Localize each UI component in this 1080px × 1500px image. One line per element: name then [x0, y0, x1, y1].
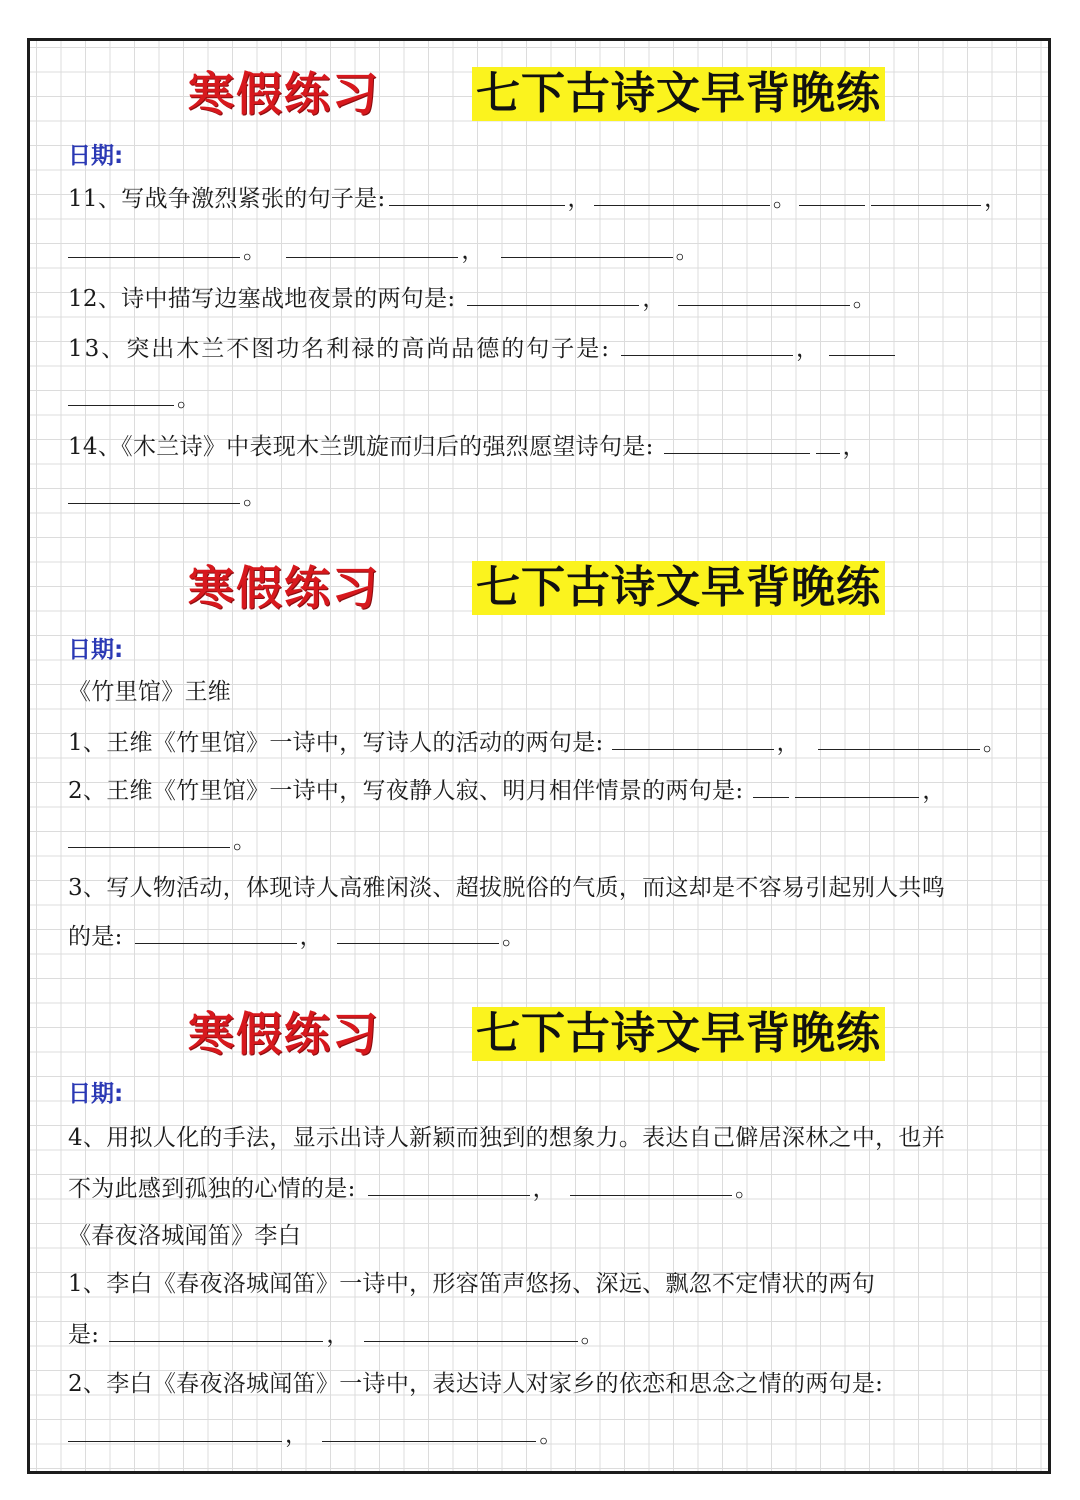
zlg-question-3-line-1 — [68, 873, 1018, 903]
answer-blank[interactable] — [68, 235, 240, 258]
question-14-line-1 — [68, 431, 1018, 462]
cy-question-1-line-1 — [68, 1269, 1018, 1299]
punctuation: 。 — [539, 1422, 563, 1448]
answer-blank[interactable] — [871, 183, 981, 206]
answer-blank[interactable] — [664, 431, 810, 454]
answer-blank[interactable] — [570, 1173, 732, 1196]
answer-blank[interactable] — [68, 383, 174, 406]
cy-question-1-text: 1、李白《春夜洛城闻笛》一诗中，形容笛声悠扬、深远、飘忽不定情状的两句 — [68, 1271, 876, 1297]
answer-blank[interactable] — [816, 431, 840, 454]
poem-title-text: 《春夜洛城闻笛》李白 — [68, 1223, 301, 1249]
punctuation: 。 — [501, 924, 526, 950]
zlg-question-2-text: 2、王维《竹里馆》一诗中，写夜静人寂、明月相伴情景的两句是: — [68, 778, 744, 804]
answer-blank[interactable] — [799, 183, 865, 206]
answer-blank[interactable] — [389, 183, 565, 206]
cy-question-1-cont: 是: — [68, 1322, 100, 1348]
zlg-question-3-cont: 的是: — [68, 924, 123, 950]
section-2-title-right: 七下古诗文早背晚练 — [472, 561, 885, 615]
zlg-question-2-line-2 — [68, 825, 1018, 856]
zlg-question-3-line-2 — [68, 921, 1018, 952]
punctuation: ， — [532, 1176, 556, 1202]
question-13-line-1 — [68, 333, 1018, 364]
section-3-title-left: 寒假练习 — [188, 1007, 380, 1061]
zlg-question-4-cont: 不为此感到孤独的心情的是: — [68, 1176, 356, 1202]
punctuation: ， — [461, 238, 485, 264]
section-1-title-right: 七下古诗文早背晚练 — [472, 67, 885, 121]
zlg-question-4-line-2 — [68, 1173, 1018, 1204]
answer-blank[interactable] — [753, 775, 789, 798]
poem-title-chunye — [68, 1221, 1018, 1251]
question-14-line-2 — [68, 481, 1018, 512]
punctuation: 。 — [243, 484, 267, 510]
answer-blank[interactable] — [621, 333, 793, 356]
section-1-date-label: 日期: — [68, 143, 124, 169]
punctuation: ， — [326, 1322, 350, 1348]
zlg-question-3-text: 3、写人物活动，体现诗人高雅闲淡、超拔脱俗的气质，而这却是不容易引起别人共鸣 — [68, 875, 946, 901]
section-1 — [30, 63, 1048, 510]
answer-blank[interactable] — [368, 1173, 530, 1196]
zlg-question-2-line-1 — [68, 775, 1018, 806]
punctuation: 。 — [734, 1176, 759, 1202]
answer-blank[interactable] — [795, 775, 919, 798]
punctuation: ， — [299, 924, 323, 950]
question-11-text: 11、写战争激烈紧张的句子是: — [68, 186, 386, 212]
punctuation: 。 — [852, 286, 877, 312]
answer-blank[interactable] — [68, 825, 230, 848]
punctuation: 。 — [580, 1322, 604, 1348]
punctuation: 。 — [233, 828, 257, 854]
zlg-question-1-text: 1、王维《竹里馆》一诗中，写诗人的活动的两句是: — [68, 730, 604, 756]
answer-blank[interactable] — [818, 727, 980, 750]
punctuation: 。 — [772, 186, 797, 212]
answer-blank[interactable] — [467, 283, 639, 306]
section-1-title-left: 寒假练习 — [188, 67, 380, 121]
zlg-question-4-line-1 — [68, 1123, 1018, 1153]
zlg-question-4-text: 4、用拟人化的手法，显示出诗人新颖而独到的想象力。表达自己僻居深林之中，也并 — [68, 1125, 946, 1151]
punctuation: ， — [922, 778, 946, 804]
cy-question-1-line-2 — [68, 1319, 1018, 1350]
punctuation: 。 — [177, 386, 201, 412]
answer-blank[interactable] — [286, 235, 458, 258]
worksheet-page — [27, 38, 1051, 1474]
punctuation: ， — [567, 186, 591, 212]
section-3-date-label: 日期: — [68, 1081, 124, 1107]
punctuation: ， — [796, 336, 822, 362]
punctuation: ， — [842, 434, 866, 460]
answer-blank[interactable] — [337, 921, 499, 944]
section-2-title-row — [30, 557, 1048, 619]
answer-blank[interactable] — [612, 727, 774, 750]
punctuation: ， — [642, 286, 666, 312]
answer-blank[interactable] — [678, 283, 850, 306]
answer-blank[interactable] — [68, 1419, 282, 1442]
answer-blank[interactable] — [829, 333, 895, 356]
poem-title-text: 《竹里馆》王维 — [68, 679, 232, 705]
section-3-title-right: 七下古诗文早背晚练 — [472, 1007, 885, 1061]
punctuation: 。 — [675, 238, 699, 264]
answer-blank[interactable] — [501, 235, 673, 258]
question-11-line-2 — [68, 235, 1018, 266]
question-12-text: 12、诗中描写边塞战地夜景的两句是: — [68, 286, 456, 312]
answer-blank[interactable] — [594, 183, 770, 206]
section-2 — [30, 557, 1048, 950]
punctuation: ， — [285, 1422, 309, 1448]
section-1-title-row — [30, 63, 1048, 125]
answer-blank[interactable] — [322, 1419, 536, 1442]
question-13-line-2 — [68, 383, 1018, 414]
answer-blank[interactable] — [68, 481, 240, 504]
section-2-date-label: 日期: — [68, 637, 124, 663]
punctuation: 。 — [982, 730, 1007, 756]
cy-question-2-line-1 — [68, 1369, 1018, 1399]
punctuation: 。 — [243, 238, 267, 264]
cy-question-2-text: 2、李白《春夜洛城闻笛》一诗中，表达诗人对家乡的依恋和思念之情的两句是: — [68, 1371, 884, 1397]
punctuation: ， — [776, 730, 800, 756]
question-11-line-1 — [68, 183, 1018, 214]
answer-blank[interactable] — [364, 1319, 578, 1342]
cy-question-2-line-2 — [68, 1419, 1018, 1450]
section-3-title-row — [30, 1003, 1048, 1065]
section-3 — [30, 1003, 1048, 1448]
poem-title-zhuliguan — [68, 677, 1018, 707]
answer-blank[interactable] — [135, 921, 297, 944]
question-13-text: 13、突出木兰不图功名利禄的高尚品德的句子是: — [68, 336, 612, 362]
punctuation: ， — [984, 186, 1008, 212]
question-12-line — [68, 283, 1018, 314]
answer-blank[interactable] — [109, 1319, 323, 1342]
section-2-title-left: 寒假练习 — [188, 561, 380, 615]
zlg-question-1-line — [68, 727, 1018, 758]
question-14-text: 14、《木兰诗》中表现木兰凯旋而归后的强烈愿望诗句是: — [68, 434, 654, 460]
